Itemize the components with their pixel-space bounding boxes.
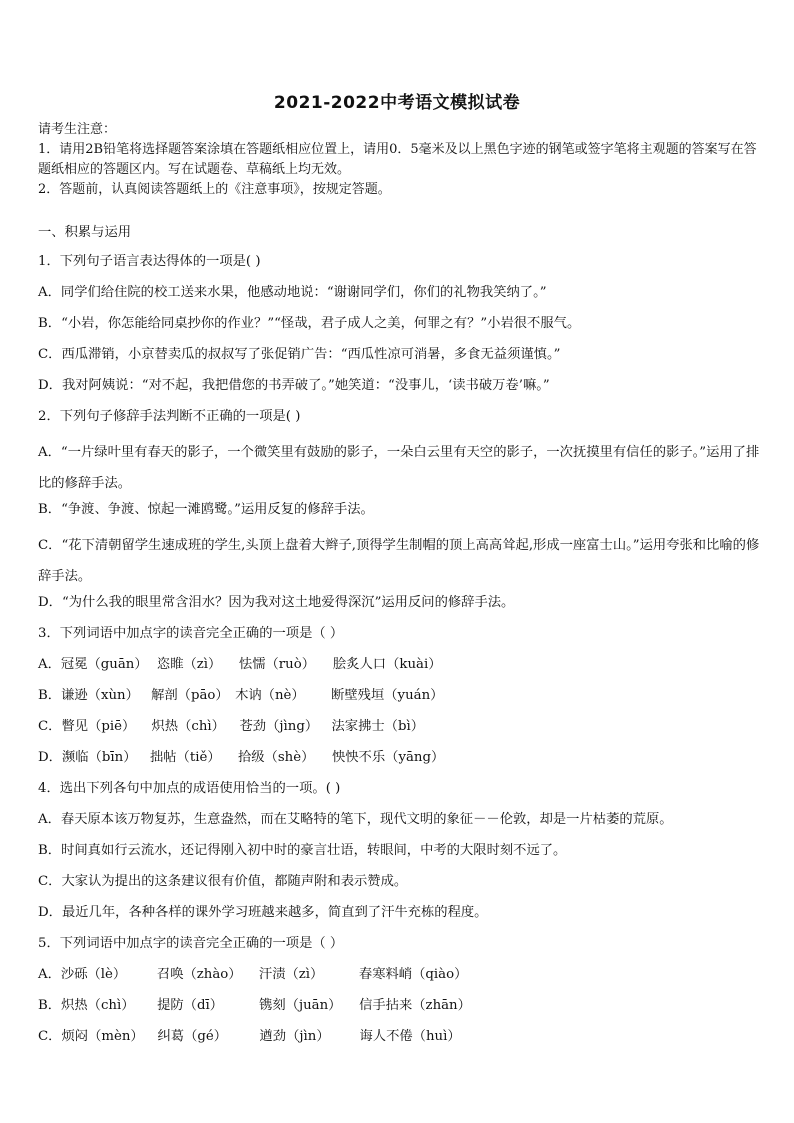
question-5-option-c: [38, 1026, 760, 1057]
option-label: B．: [38, 688, 62, 703]
word: 炽热（chì）: [151, 719, 225, 734]
option-label: B．: [38, 998, 62, 1013]
notice-block: [38, 120, 758, 200]
question-2-option-a: A．“一片绿叶里有春天的影子，一个微笑里有鼓励的影子，一朵白云里有天空的影子，一次抚摸里有信任的影子。”运用了排比的修辞手法。: [38, 445, 760, 491]
word: 烦闷（mèn）: [61, 1029, 144, 1044]
question-5-option-b: [38, 995, 760, 1026]
word: 冠冕（guān）: [60, 657, 148, 672]
question-1-option-b: B．“小岩，你怎能给同桌抄你的作业？”“怪哉，君子成人之美，何罪之有？”小岩很不服气。: [38, 316, 581, 331]
word: 纠葛（gé）: [157, 1029, 228, 1044]
word: 春寒料峭（qiào）: [358, 967, 468, 982]
word: 瞥见（piē）: [61, 719, 136, 734]
question-3-option-a: [38, 654, 760, 685]
word: 汗渍（zì）: [258, 967, 324, 982]
question-1-option-c: C．西瓜滞销，小京替卖瓜的叔叔写了张促销广告：“西瓜性凉可消暑，多食无益须谨慎。”: [38, 347, 561, 362]
question-3-option-b: [38, 685, 760, 716]
option-label: A．: [38, 657, 61, 672]
word: 沙砾（lè）: [60, 967, 127, 982]
option-label: C．: [38, 719, 62, 734]
word: 法家拂士（bì）: [331, 719, 425, 734]
option-label: D．: [38, 750, 62, 765]
word: 谦逊（xùn）: [61, 688, 139, 703]
word: 怯懦（ruò）: [238, 657, 316, 672]
question-4-stem: 4．选出下列各句中加点的成语使用恰当的一项。( ): [38, 781, 341, 796]
question-3-option-d: [38, 747, 760, 778]
question-1-option-d: D．我对阿姨说：“对不起，我把借您的书弄破了。”她笑道：“没事儿，‘读书破万卷’嘛。”: [38, 378, 550, 393]
question-2-option-b: B．“争渡、争渡、惊起一滩鸥鹭。”运用反复的修辞手法。: [38, 502, 374, 517]
question-2-option-d: D．“为什么我的眼里常含泪水？因为我对这土地爱得深沉”运用反问的修辞手法。: [38, 595, 515, 610]
question-3-stem: 3．下列词语中加点字的读音完全正确的一项是（ ）: [38, 626, 344, 641]
question-2-option-c: C．“花下清朝留学生速成班的学生,头顶上盘着大辫子,顶得学生制帽的顶上高高耸起,形成一座富士山。”运用夸张和比喻的修辞手法。: [38, 538, 760, 584]
question-5-option-a: [38, 964, 760, 995]
question-1-stem: 1．下列句子语言表达得体的一项是( ): [38, 254, 261, 269]
question-4-option-a: A．春天原本该万物复苏，生意盎然，而在艾略特的笔下，现代文明的象征－－伦敦，却是一片枯萎的荒原。: [38, 812, 673, 827]
question-1-option-a: A．同学们给住院的校工送来水果，他感动地说：“谢谢同学们，你们的礼物我笑纳了。”: [38, 285, 547, 300]
notice-item-1: 1．请用2B铅笔将选择题答案涂填在答题纸相应位置上，请用0．5毫米及以上黑色字迹的钢笔或签字笔将主观题的答案写在答题纸相应的答题区内。写在试题卷、草稿纸上均无效。: [38, 142, 757, 177]
word: 遒劲（jìn）: [259, 1029, 330, 1044]
notice-item-2: 2．答题前，认真阅读答题纸上的《注意事项》，按规定答题。: [38, 182, 391, 197]
word: 解剖（pāo）: [151, 688, 229, 703]
question-4-option-d: D．最近几年，各种各样的课外学习班越来越多，简直到了汗牛充栋的程度。: [38, 905, 488, 920]
question-3-option-c: [38, 716, 760, 747]
word: 信手拈来（zhān）: [359, 998, 471, 1013]
word: 苍劲（jìng）: [239, 719, 319, 734]
section-title: 一、积累与运用: [38, 225, 132, 240]
question-4-option-b: B．时间真如行云流水，还记得刚入初中时的豪言壮语，转眼间，中考的大限时刻不远了。: [38, 843, 567, 858]
question-4-option-c: C．大家认为提出的这条建议很有价值，都随声附和表示赞成。: [38, 874, 408, 889]
exam-title: 2021-2022中考语文模拟试卷: [273, 93, 521, 113]
word: 断壁残垣（yuán）: [331, 688, 444, 703]
option-label: A．: [38, 967, 61, 982]
word: 怏怏不乐（yāng）: [331, 750, 445, 765]
word: 木讷（nè）: [235, 688, 305, 703]
question-5-stem: 5．下列词语中加点字的读音完全正确的一项是（ ）: [38, 936, 344, 951]
word: 炽热（chì）: [61, 998, 135, 1013]
question-2-stem: 2．下列句子修辞手法判断不正确的一项是( ): [38, 409, 301, 424]
word: 恣睢（zì）: [156, 657, 222, 672]
word: 镌刻（juān）: [259, 998, 342, 1013]
word: 拙帖（tiě）: [149, 750, 221, 765]
word: 拾级（shè）: [237, 750, 315, 765]
word: 濒临（bīn）: [61, 750, 137, 765]
word: 提防（dī）: [157, 998, 224, 1013]
option-label: C．: [38, 1029, 62, 1044]
word: 召唤（zhào）: [156, 967, 242, 982]
notice-heading: 请考生注意：: [38, 122, 117, 137]
word: 诲人不倦（huì）: [359, 1029, 461, 1044]
word: 脍炙人口（kuài）: [332, 657, 442, 672]
question-content: [38, 222, 760, 1057]
